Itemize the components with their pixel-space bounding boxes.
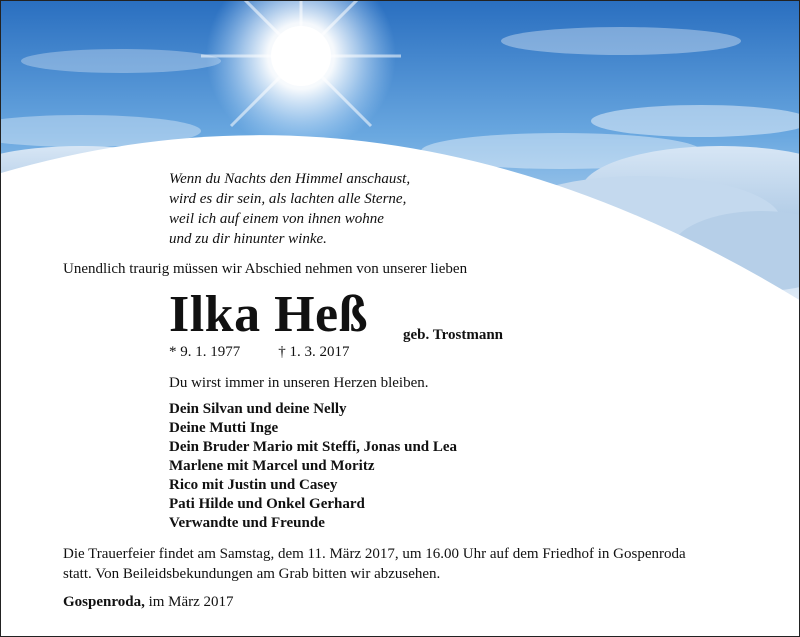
maiden-name: geb. Trostmann [403, 327, 504, 343]
funeral-service-info [63, 544, 686, 584]
service-line: statt. Von Beileidsbekundungen am Grab bitten wir abzusehen. [63, 566, 441, 582]
poem-line: Wenn du Nachts den Himmel anschaust, [169, 171, 411, 187]
place-town: Gospenroda, [63, 594, 145, 610]
mourner-line: Rico mit Justin und Casey [169, 477, 338, 493]
mourner-line: Pati Hilde und Onkel Gerhard [169, 496, 365, 512]
poem [169, 169, 410, 249]
deceased-name-row [169, 285, 368, 345]
poem-line: und zu dir hinunter winke. [169, 231, 327, 247]
sky-sun-header-image [1, 1, 800, 301]
mourner-line: Dein Silvan und deine Nelly [169, 401, 347, 417]
place-date [63, 594, 234, 611]
poem-line: wird es dir sein, als lachten alle Sterne, [169, 191, 407, 207]
mourner-line: Deine Mutti Inge [169, 420, 279, 436]
deceased-name: Ilka Heß [169, 286, 369, 343]
mourner-line: Verwandte und Freunde [169, 515, 325, 531]
place-month: im März 2017 [144, 594, 234, 610]
birth-date: * 9. 1. 1977 [169, 344, 241, 360]
mourner-line: Marlene mit Marcel und Moritz [169, 458, 375, 474]
death-date: † 1. 3. 2017 [278, 344, 350, 360]
mourners-list [169, 400, 457, 533]
motto: Du wirst immer in unseren Herzen bleiben. [169, 375, 429, 391]
service-line: Die Trauerfeier findet am Samstag, dem 11. März 2017, um 16.00 Uhr auf dem Friedhof in Gospenroda [63, 546, 686, 562]
poem-line: weil ich auf einem von ihnen wohne [169, 211, 384, 227]
life-dates [169, 344, 350, 361]
mourner-line: Dein Bruder Mario mit Steffi, Jonas und Lea [169, 439, 458, 455]
intro-text: Unendlich traurig müssen wir Abschied nehmen von unserer lieben [63, 261, 468, 277]
